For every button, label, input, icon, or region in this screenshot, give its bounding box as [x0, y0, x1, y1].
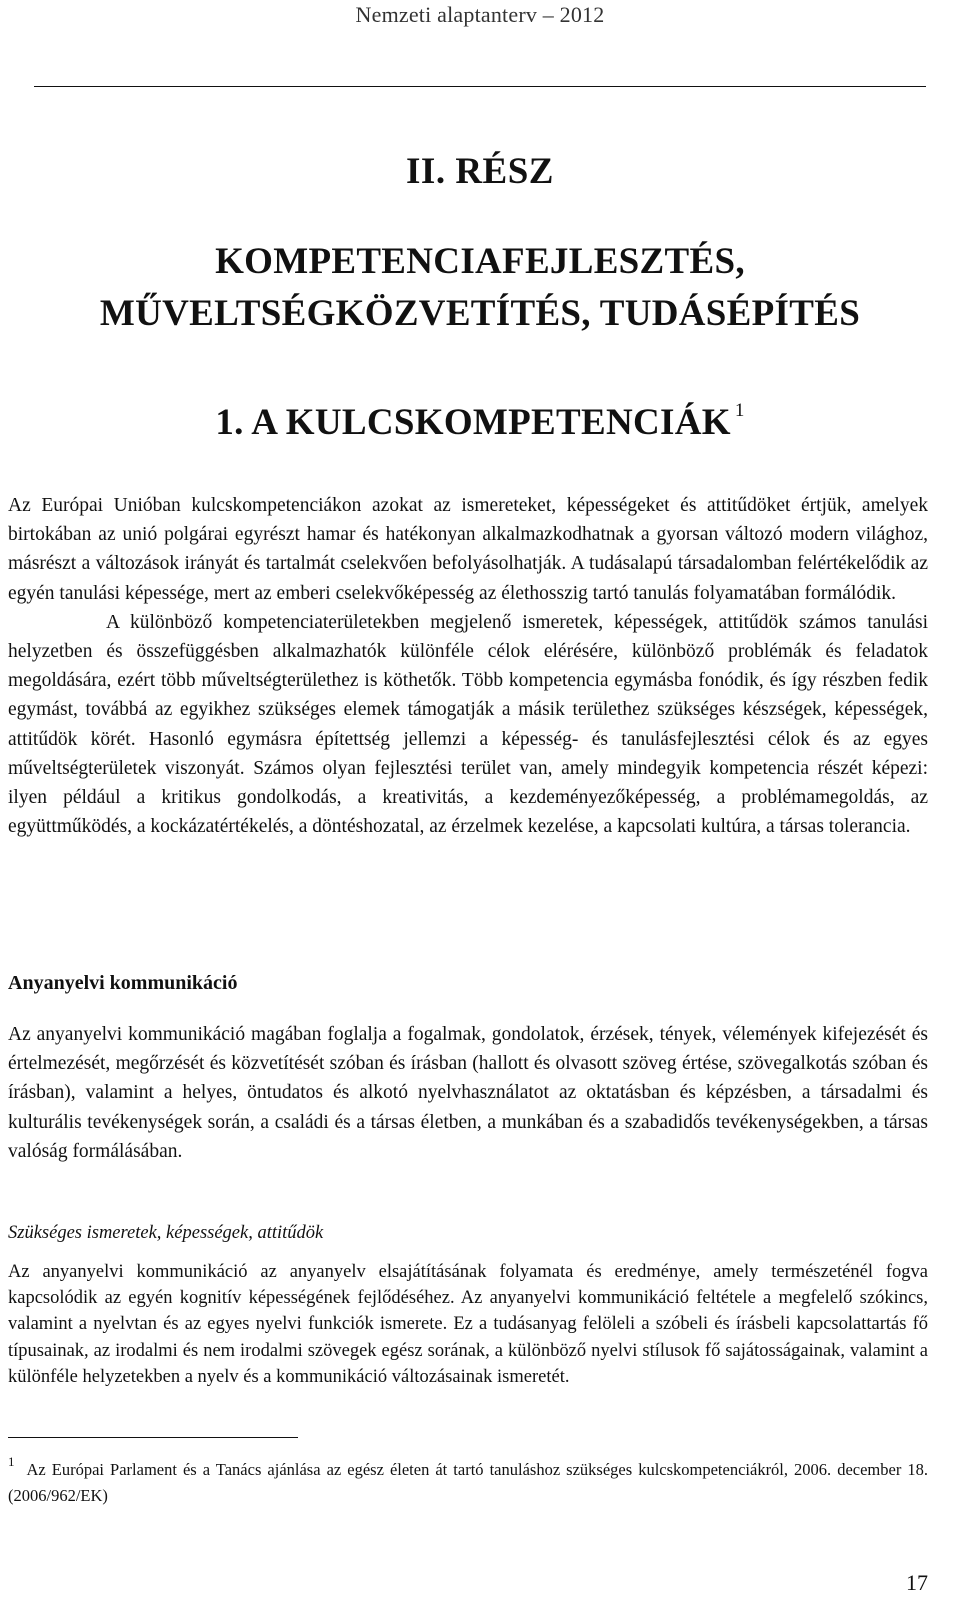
heading-szukseges-ismeretek: Szükséges ismeretek, képességek, attitűdök	[8, 1223, 324, 1243]
footnote-mark: 1	[8, 1454, 15, 1469]
page-number: 17	[906, 1570, 928, 1595]
chapter-title	[0, 400, 960, 444]
szukseges-paragraph: Az anyanyelvi kommunikáció az anyanyelv elsajátításának folyamata és eredménye, amely természeténél fogva kapcsolódik az egyén kognitív képességének fejlődéséhez. Az anyanyelvi kommunikáció feltétele a megfelelő szókincs, valamint a nyelvtan és az egyes nyelvi funkciók ismerete. Ez a tudásanyag felöleli a szóbeli és írásbeli kapcsolattartás fő típusainak, az irodalmi és nem irodalmi szövegek egész sorának, a különböző nyelvi stílusok fő sajátosságainak, valamint a különféle helyzetekben a nyelv és a kommunikáció változásainak ismeretét.	[8, 1262, 928, 1387]
section-title-line-1: KOMPETENCIAFEJLESZTÉS,	[215, 241, 745, 282]
intro-paragraph-2: A különböző kompetenciaterületekben megjelenő ismeretek, képességek, attitűdök számos tanulási helyzetben és összefüggésben alkalmazhatók különféle célok elérésére, különböző problémák és feladatok megoldására, ezért több műveltségterülethez is köthetők. Több kompetencia egymásba fonódik, és így részben fedik egymást, továbbá az egyikhez szükséges elemek támogatják a másik területhez szükséges készségek, képességek, attitűdök körét. Hasonló egymásra építettség jellemzi a képesség- és tanulásfejlesztési célok és az egyes műveltségterületek viszonyát. Számos olyan fejlesztési terület van, amely mindegyik kompetencia részét képezi: ilyen például a kritikus gondolkodás, a kreativitás, a kezdeményezőképesség, a problémamegoldás, az együttműködés, a kockázatértékelés, a döntéshozatal, az érzelmek kezelése, a kapcsolati kultúra, a társas tolerancia.	[8, 611, 928, 838]
running-header: Nemzeti alaptanterv – 2012	[355, 2, 605, 27]
intro-paragraph-1: Az Európai Unióban kulcskompetenciákon azokat az ismereteket, képességeket és attitűdöket értjük, amelyek birtokában az unió polgárai egyrészt hamar és hatékonyan alkalmazkodhatnak a gyorsan változó modern világhoz, másrészt a változások irányát és tartalmát cselekvően befolyásolhatják. A tudásalapú társadalomban felértékelődik az egyén tanulási képessége, mert az emberi cselekvőképesség az élethosszig tartó tanulás folyamatában formálódik.	[8, 495, 928, 604]
footnote-reference[interactable]: 1	[734, 400, 745, 421]
section-title-line-2: MŰVELTSÉGKÖZVETÍTÉS, TUDÁSÉPÍTÉS	[99, 293, 861, 334]
footnote-text: Az Európai Parlament és a Tanács ajánlása az egész életen át tartó tanuláshoz szükséges kulcskompetenciákról, 2006. december 18. (2006/962/EK)	[8, 1460, 928, 1505]
chapter-title-text: 1. A KULCSKOMPETENCIÁK	[215, 402, 731, 443]
anyanyelvi-paragraph: Az anyanyelvi kommunikáció magában foglalja a fogalmak, gondolatok, érzések, tények, vélemények kifejezését és értelmezését, megőrzését és közvetítését szóban és írásban (hallott és olvasott szöveg értése, szövegalkotás szóban és írásban), valamint a helyes, öntudatos és alkotó nyelvhasználatot az oktatásban és képzésben, a társadalmi és kulturális tevékenységek során, a családi és a társas életben, a munkában és a szabadidős tevékenységekben, a társas valóság formálásában.	[8, 1024, 928, 1162]
part-title: II. RÉSZ	[406, 151, 554, 192]
header-rule	[34, 86, 926, 87]
section-title	[0, 236, 960, 340]
heading-anyanyelvi-kommunikacio: Anyanyelvi kommunikáció	[8, 972, 238, 994]
footnote-rule	[8, 1437, 298, 1438]
intro-section	[8, 491, 928, 841]
footnote	[8, 1449, 928, 1509]
